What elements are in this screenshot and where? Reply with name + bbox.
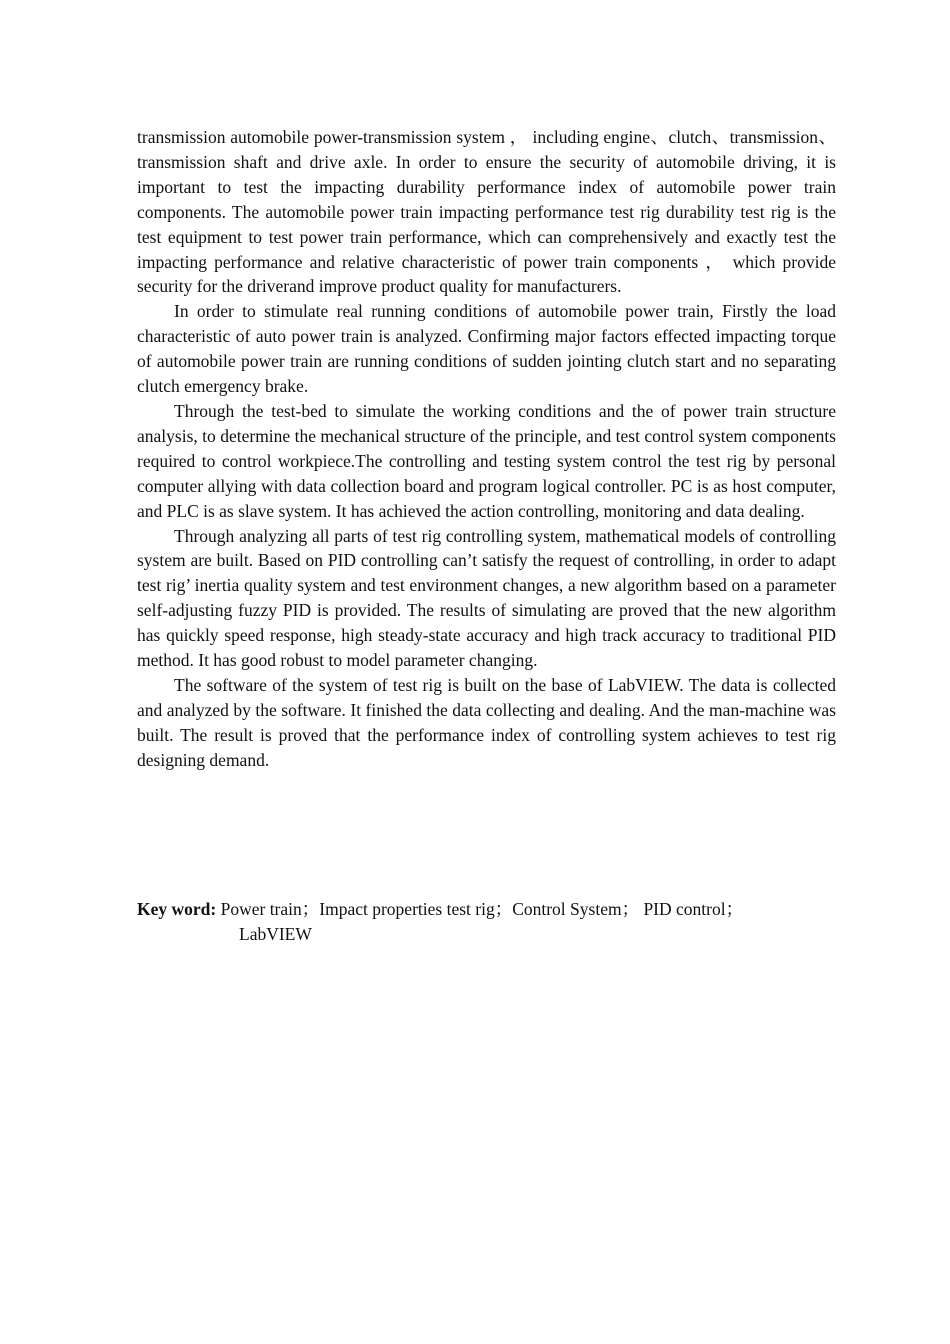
abstract-paragraph-3: Through the test-bed to simulate the working conditions and the of power train structure analysis, to determine the mechanical structure of the principle, and test control system components required to control workpiece.The controlling and testing system control the test rig by personal computer allying with data collection board and program logical controller. PC is as host computer, and PLC is as slave system. It has achieved the action controlling, monitoring and data dealing. <box>137 400 836 521</box>
abstract-paragraph-1: transmission automobile power-transmission system ， including engine、clutch、transmission、transmission shaft and drive axle. In order to ensure the security of automobile driving, it is important to test the impacting durability performance index of automobile power train components. The automobile power train impacting performance test rig durability test rig is the test equipment to test power train performance, which can comprehensively and exactly test the impacting performance and relative characteristic of power train components ， which provide security for the driverand improve product quality for manufacturers. <box>137 127 836 297</box>
keywords-list: Power train；Impact properties test rig；Control System； PID control； <box>220 899 744 919</box>
keywords-line-1 <box>137 897 836 922</box>
keywords-label: Key word: <box>137 899 217 919</box>
keywords-line-2: LabVIEW <box>239 923 312 944</box>
abstract-paragraph-5: The software of the system of test rig is built on the base of LabVIEW. The data is collected and analyzed by the software. It finished the data collecting and dealing. And the man-machine was built. The result is proved that the performance index of controlling system achieves to test rig designing demand. <box>137 674 836 770</box>
abstract-paragraph-4: Through analyzing all parts of test rig controlling system, mathematical models of controlling system are built. Based on PID controlling can’t satisfy the request of controlling, in order to adapt test rig’ inertia quality system and test environment changes, a new algorithm based on a parameter self-adjusting fuzzy PID is provided. The results of simulating are proved that the new algorithm has quickly speed response, high steady-state accuracy and high track accuracy to traditional PID method. It has good robust to model parameter changing. <box>137 525 836 671</box>
abstract-body <box>137 125 836 773</box>
keywords-block <box>137 897 836 947</box>
abstract-paragraph-2: In order to stimulate real running conditions of automobile power train, Firstly the load characteristic of auto power train is analyzed. Confirming major factors effected impacting torque of automobile power train are running conditions of sudden jointing clutch start and no separating clutch emergency brake. <box>137 301 836 397</box>
